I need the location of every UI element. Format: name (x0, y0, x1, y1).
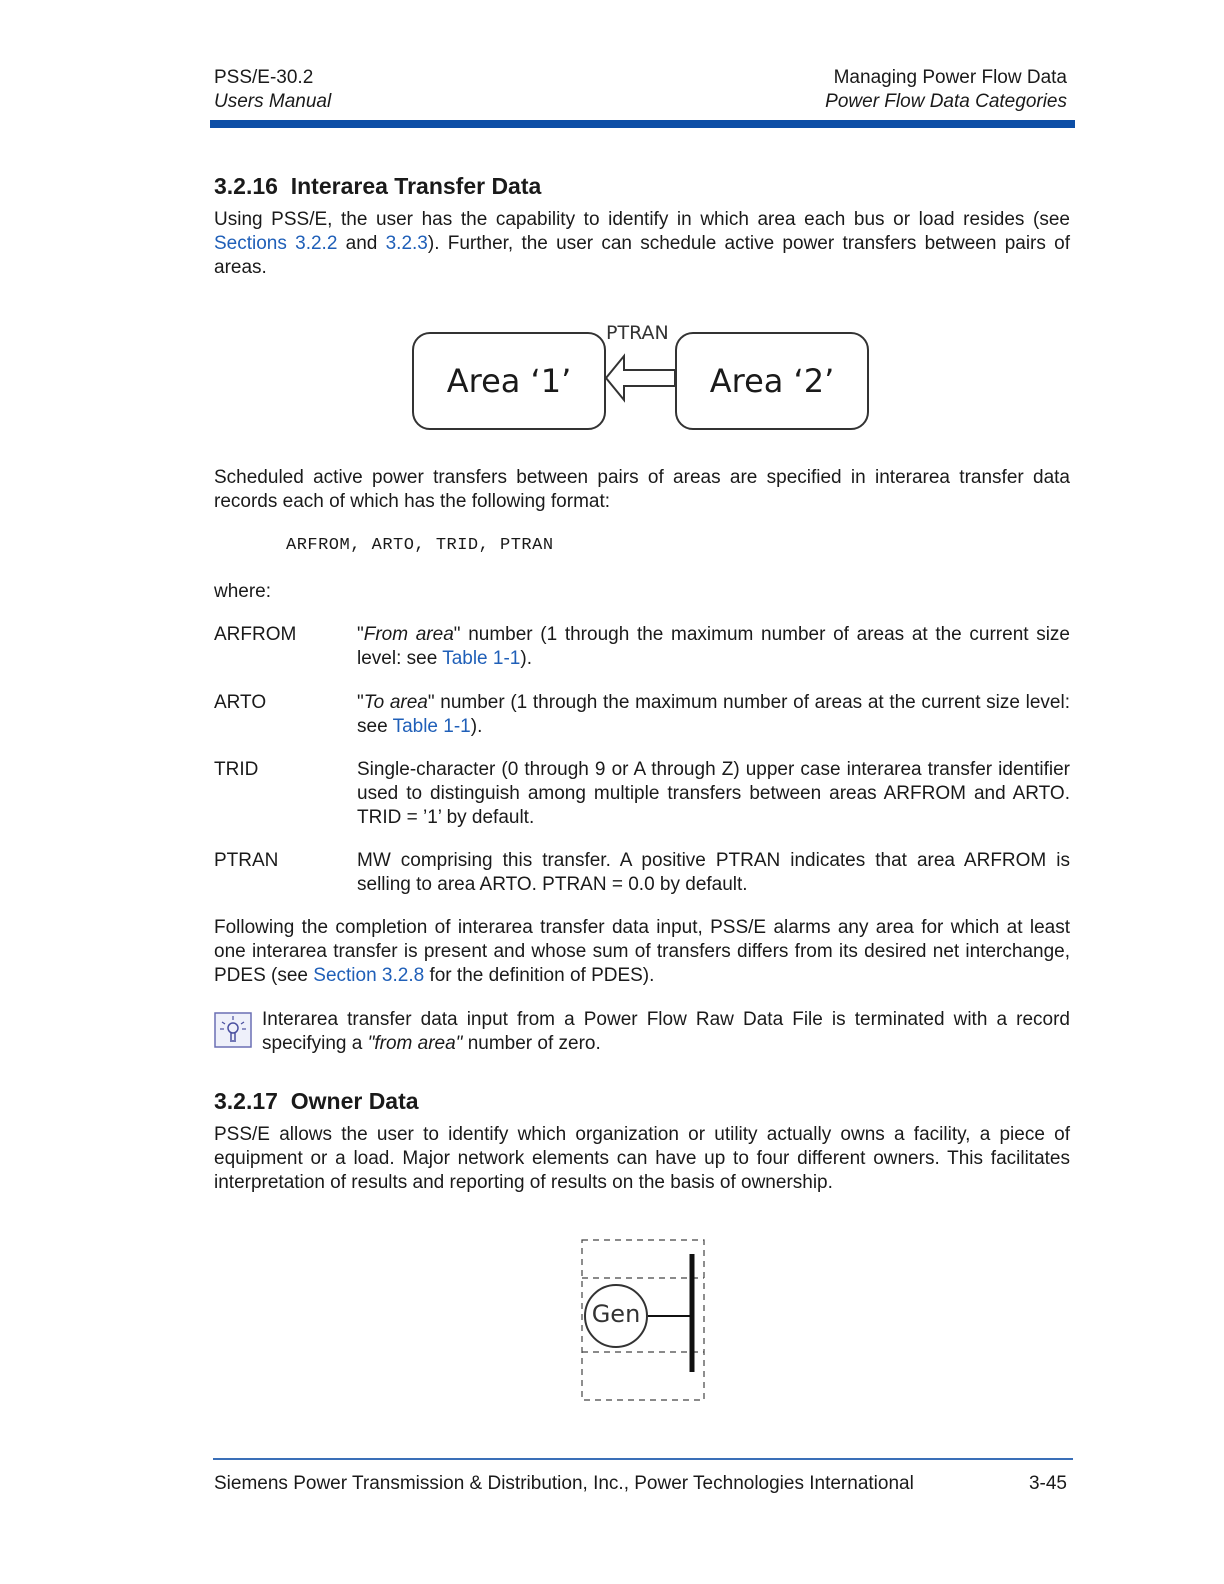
area-2-label: Area ‘2’ (709, 362, 835, 400)
area-1-box (412, 332, 606, 430)
lightbulb-tip-icon (214, 1012, 252, 1048)
field-desc-ptran: MW comprising this transfer. A positive PTRAN indicates that area ARFROM is selling to area ARTO. PTRAN = 0.0 by default. (357, 850, 1070, 895)
format-intro-paragraph: Scheduled active power transfers between pairs of areas are specified in interarea transfer data records each of which has the following format: (214, 467, 1070, 512)
section-heading-3-2-16 (214, 172, 541, 200)
link-3-2-3[interactable]: 3.2.3 (385, 233, 428, 254)
owner-diagram (578, 1236, 710, 1406)
header-left (214, 66, 331, 114)
header-right (825, 66, 1067, 114)
link-section-3-2-8[interactable]: Section 3.2.8 (313, 965, 425, 986)
footer-rule (213, 1458, 1073, 1460)
manual-name: Users Manual (214, 91, 332, 112)
product-name: PSS/E-30.2 (214, 67, 314, 88)
area-2-box (675, 332, 869, 430)
where-label: where: (214, 581, 272, 602)
footer-company: Siemens Power Transmission & Distribution, Inc., Power Technologies International (214, 1473, 914, 1494)
area-1-label: Area ‘1’ (446, 362, 572, 400)
field-name-trid: TRID (214, 759, 259, 780)
header-rule (210, 120, 1075, 128)
ptran-label: PTRAN (606, 322, 669, 344)
link-table-1-1[interactable]: Table 1-1 (442, 648, 521, 669)
field-name-ptran: PTRAN (214, 850, 279, 871)
field-name-arto: ARTO (214, 692, 267, 713)
record-format: ARFROM, ARTO, TRID, PTRAN (286, 536, 554, 555)
chapter-title: Managing Power Flow Data (833, 67, 1067, 88)
field-name-arfrom: ARFROM (214, 624, 297, 645)
section-title-text: Interarea Transfer Data (290, 173, 542, 199)
owner-intro-paragraph: PSS/E allows the user to identify which organization or utility actually owns a facility, a piece of equipment or a load. Major network elements can have up to four different owners. This facilitates interpretation of results and reporting of results on the basis of ownership. (214, 1124, 1070, 1193)
alarm-paragraph: Following the completion of interarea transfer data input, PSS/E alarms any area for which at least one interarea transfer is present and whose sum of transfers differs from its desired net interchange, PDES (see Section 3.2.8 for the definition of PDES). (214, 917, 1070, 986)
intro-paragraph: Using PSS/E, the user has the capability to identify in which area each bus or load resides (see Sections 3.2.2 and 3.2.3). Further, the user can schedule active power transfers between pairs of areas. (214, 209, 1070, 278)
section-number: 3.2.16 (214, 173, 278, 199)
field-desc-arto: "To area" number (1 through the maximum number of areas at the current size level: see Table 1-1). (357, 692, 1070, 737)
gen-label: Gen (591, 1300, 641, 1328)
section-title-text: Owner Data (290, 1088, 419, 1114)
area-transfer-diagram (410, 318, 870, 434)
field-desc-arfrom: "From area" number (1 through the maximum number of areas at the current size level: see Table 1-1). (357, 624, 1070, 669)
section-heading-3-2-17 (214, 1087, 419, 1115)
section-number: 3.2.17 (214, 1088, 278, 1114)
tip-note: Interarea transfer data input from a Power Flow Raw Data File is terminated with a record specifying a "from area" number of zero. (262, 1009, 1070, 1054)
page-number: 3-45 (1028, 1473, 1067, 1494)
section-title: Power Flow Data Categories (825, 91, 1067, 112)
link-table-1-1[interactable]: Table 1-1 (392, 716, 471, 737)
link-sections-3-2-2[interactable]: Sections 3.2.2 (214, 233, 338, 254)
transfer-arrow-icon (602, 348, 677, 408)
field-desc-trid: Single-character (0 through 9 or A through Z) upper case interarea transfer identifier used to distinguish among multiple transfers between areas ARFROM and ARTO. TRID = ’1’ by default. (357, 759, 1070, 828)
